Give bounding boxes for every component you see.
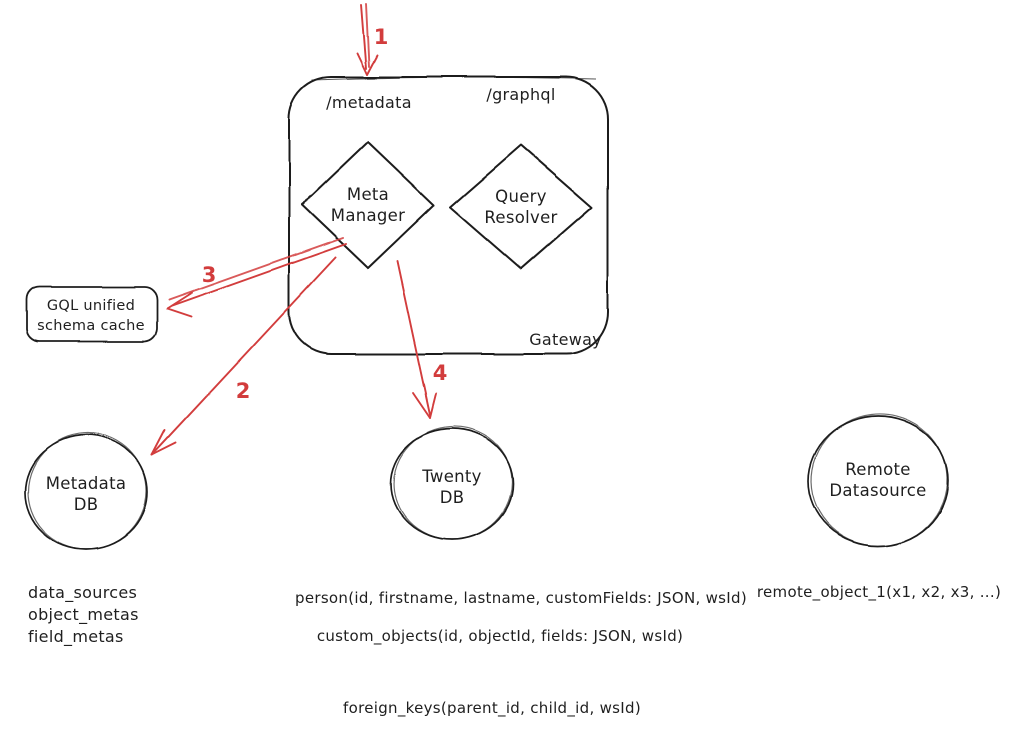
metadata-table-object-metas: object_metas	[28, 605, 139, 624]
meta-manager-label-line1: Meta	[346, 185, 390, 204]
endpoint-graphql-label: /graphql	[486, 85, 556, 104]
arrow-3-number: 3	[201, 263, 217, 287]
remote-datasource-circle-sketch	[803, 406, 954, 554]
arrow-4-number: 4	[432, 361, 448, 385]
twenty-table-person: person(id, firstname, lastname, customFields: JSON, wsId)	[295, 589, 747, 607]
meta-manager-diamond	[302, 142, 434, 268]
metadata-table-field-metas: field_metas	[28, 627, 124, 646]
remote-datasource-label-line2: Datasource	[829, 481, 927, 500]
twenty-table-foreign-keys: foreign_keys(parent_id, child_id, wsId)	[343, 699, 641, 717]
arrow-1-number: 1	[373, 25, 389, 49]
meta-manager-label-line2: Manager	[330, 206, 406, 225]
query-resolver-diamond	[450, 145, 592, 269]
twenty-table-custom-objects: custom_objects(id, objectId, fields: JSON, wsId)	[316, 627, 684, 645]
query-resolver-label-line1: Query	[495, 187, 547, 206]
endpoint-metadata-label: /metadata	[326, 93, 412, 112]
arrow-4-to-twenty-db	[397, 261, 436, 418]
remote-table-remote-object-1: remote_object_1(x1, x2, x3, ...)	[756, 583, 1002, 601]
twenty-db-label-line2: DB	[439, 488, 465, 507]
metadata-db-label-line1: Metadata	[45, 474, 127, 493]
metadata-table-data-sources: data_sources	[28, 583, 138, 602]
arrow-2-number: 2	[235, 379, 251, 403]
schema-cache-label-line1: GQL unified	[46, 298, 136, 314]
arrow-3-to-schema-cache	[167, 238, 346, 317]
gateway-label: Gateway	[529, 330, 602, 349]
schema-cache-label-line2: schema cache	[37, 318, 145, 334]
query-resolver-label-line2: Resolver	[484, 208, 558, 227]
remote-datasource-label-line1: Remote	[845, 460, 911, 479]
metadata-db-label-line2: DB	[73, 495, 99, 514]
twenty-db-label-line1: Twenty	[422, 467, 482, 486]
arrow-2-to-metadata-db	[152, 257, 336, 455]
